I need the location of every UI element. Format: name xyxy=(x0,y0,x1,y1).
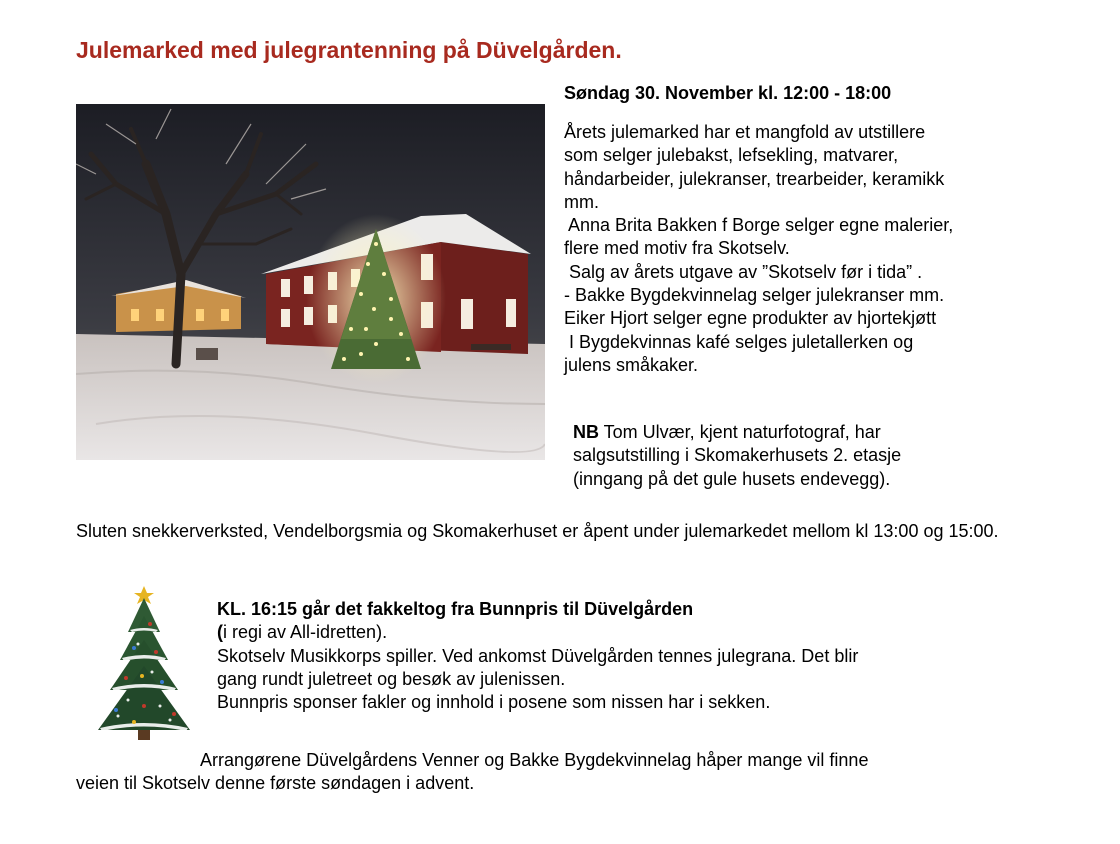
closing-line: Arrangørene Düvelgårdens Venner og Bakke Bygdekvinnelag håper mange vil finne xyxy=(76,750,869,770)
description-line: I Bygdekvinnas kafé selges juletallerken og xyxy=(564,331,914,352)
christmas-tree-icon xyxy=(90,582,194,744)
description-line: mm. xyxy=(564,191,599,212)
torch-heading-text: KL. 16:15 går det fakkeltog fra Bunnpris til Düvelgården xyxy=(217,599,694,619)
closing-line: veien til Skotselv denne første søndagen i advent. xyxy=(76,773,475,794)
nb-note xyxy=(573,421,901,491)
page-title: Julemarked med julegrantenning på Düvelgården. xyxy=(76,37,622,63)
description-line: som selger julebakst, lefsekling, matvarer, xyxy=(564,145,899,166)
event-date: Søndag 30. November kl. 12:00 - 18:00 xyxy=(564,83,892,103)
torch-organizer-text: i regi av All-idretten). xyxy=(223,622,388,643)
torch-organizer xyxy=(217,621,858,644)
description-line: håndarbeider, julekranser, trearbeider, keramikk xyxy=(564,168,945,189)
torch-line: Skotselv Musikkorps spiller. Ved ankomst Düvelgården tennes julegrana. Det blir xyxy=(217,645,859,666)
opening-hours-text: Sluten snekkerverksted, Vendelborgsmia og Skomakerhuset er åpent under julemarkedet mellom kl 13:00 og 15:00. xyxy=(76,521,999,541)
torch-line: Bunnpris sponser fakler og innhold i posene som nissen har i sekken. xyxy=(217,692,771,713)
nb-label: NB xyxy=(573,422,599,442)
nb-text: Tom Ulvær, kjent naturfotograf, har xyxy=(599,422,881,442)
description-line: Salg av årets utgave av ”Skotselv før i tida” . xyxy=(564,261,923,282)
description-line: Anna Brita Bakken f Borge selger egne malerier, xyxy=(564,215,954,236)
description-line: Eiker Hjort selger egne produkter av hjortekjøtt xyxy=(564,308,937,329)
market-description xyxy=(564,121,953,377)
description-line: flere med motiv fra Skotselv. xyxy=(564,238,790,259)
farm-night-photo xyxy=(76,104,545,460)
torch-paren: ( xyxy=(217,622,223,643)
description-line: Årets julemarked har et mangfold av utstillere xyxy=(564,122,926,142)
torch-line: gang rundt juletreet og besøk av julenissen. xyxy=(217,668,566,689)
closing-text xyxy=(76,749,1066,796)
description-line: - Bakke Bygdekvinnelag selger julekranser mm. xyxy=(564,285,945,306)
description-line: julens småkaker. xyxy=(564,354,699,375)
torch-heading xyxy=(217,598,858,621)
nb-line: (inngang på det gule husets endevegg). xyxy=(573,468,891,489)
nb-first-line xyxy=(573,421,901,444)
torch-procession xyxy=(217,598,858,714)
nb-line: salgsutstilling i Skomakerhusets 2. etasje xyxy=(573,445,902,466)
